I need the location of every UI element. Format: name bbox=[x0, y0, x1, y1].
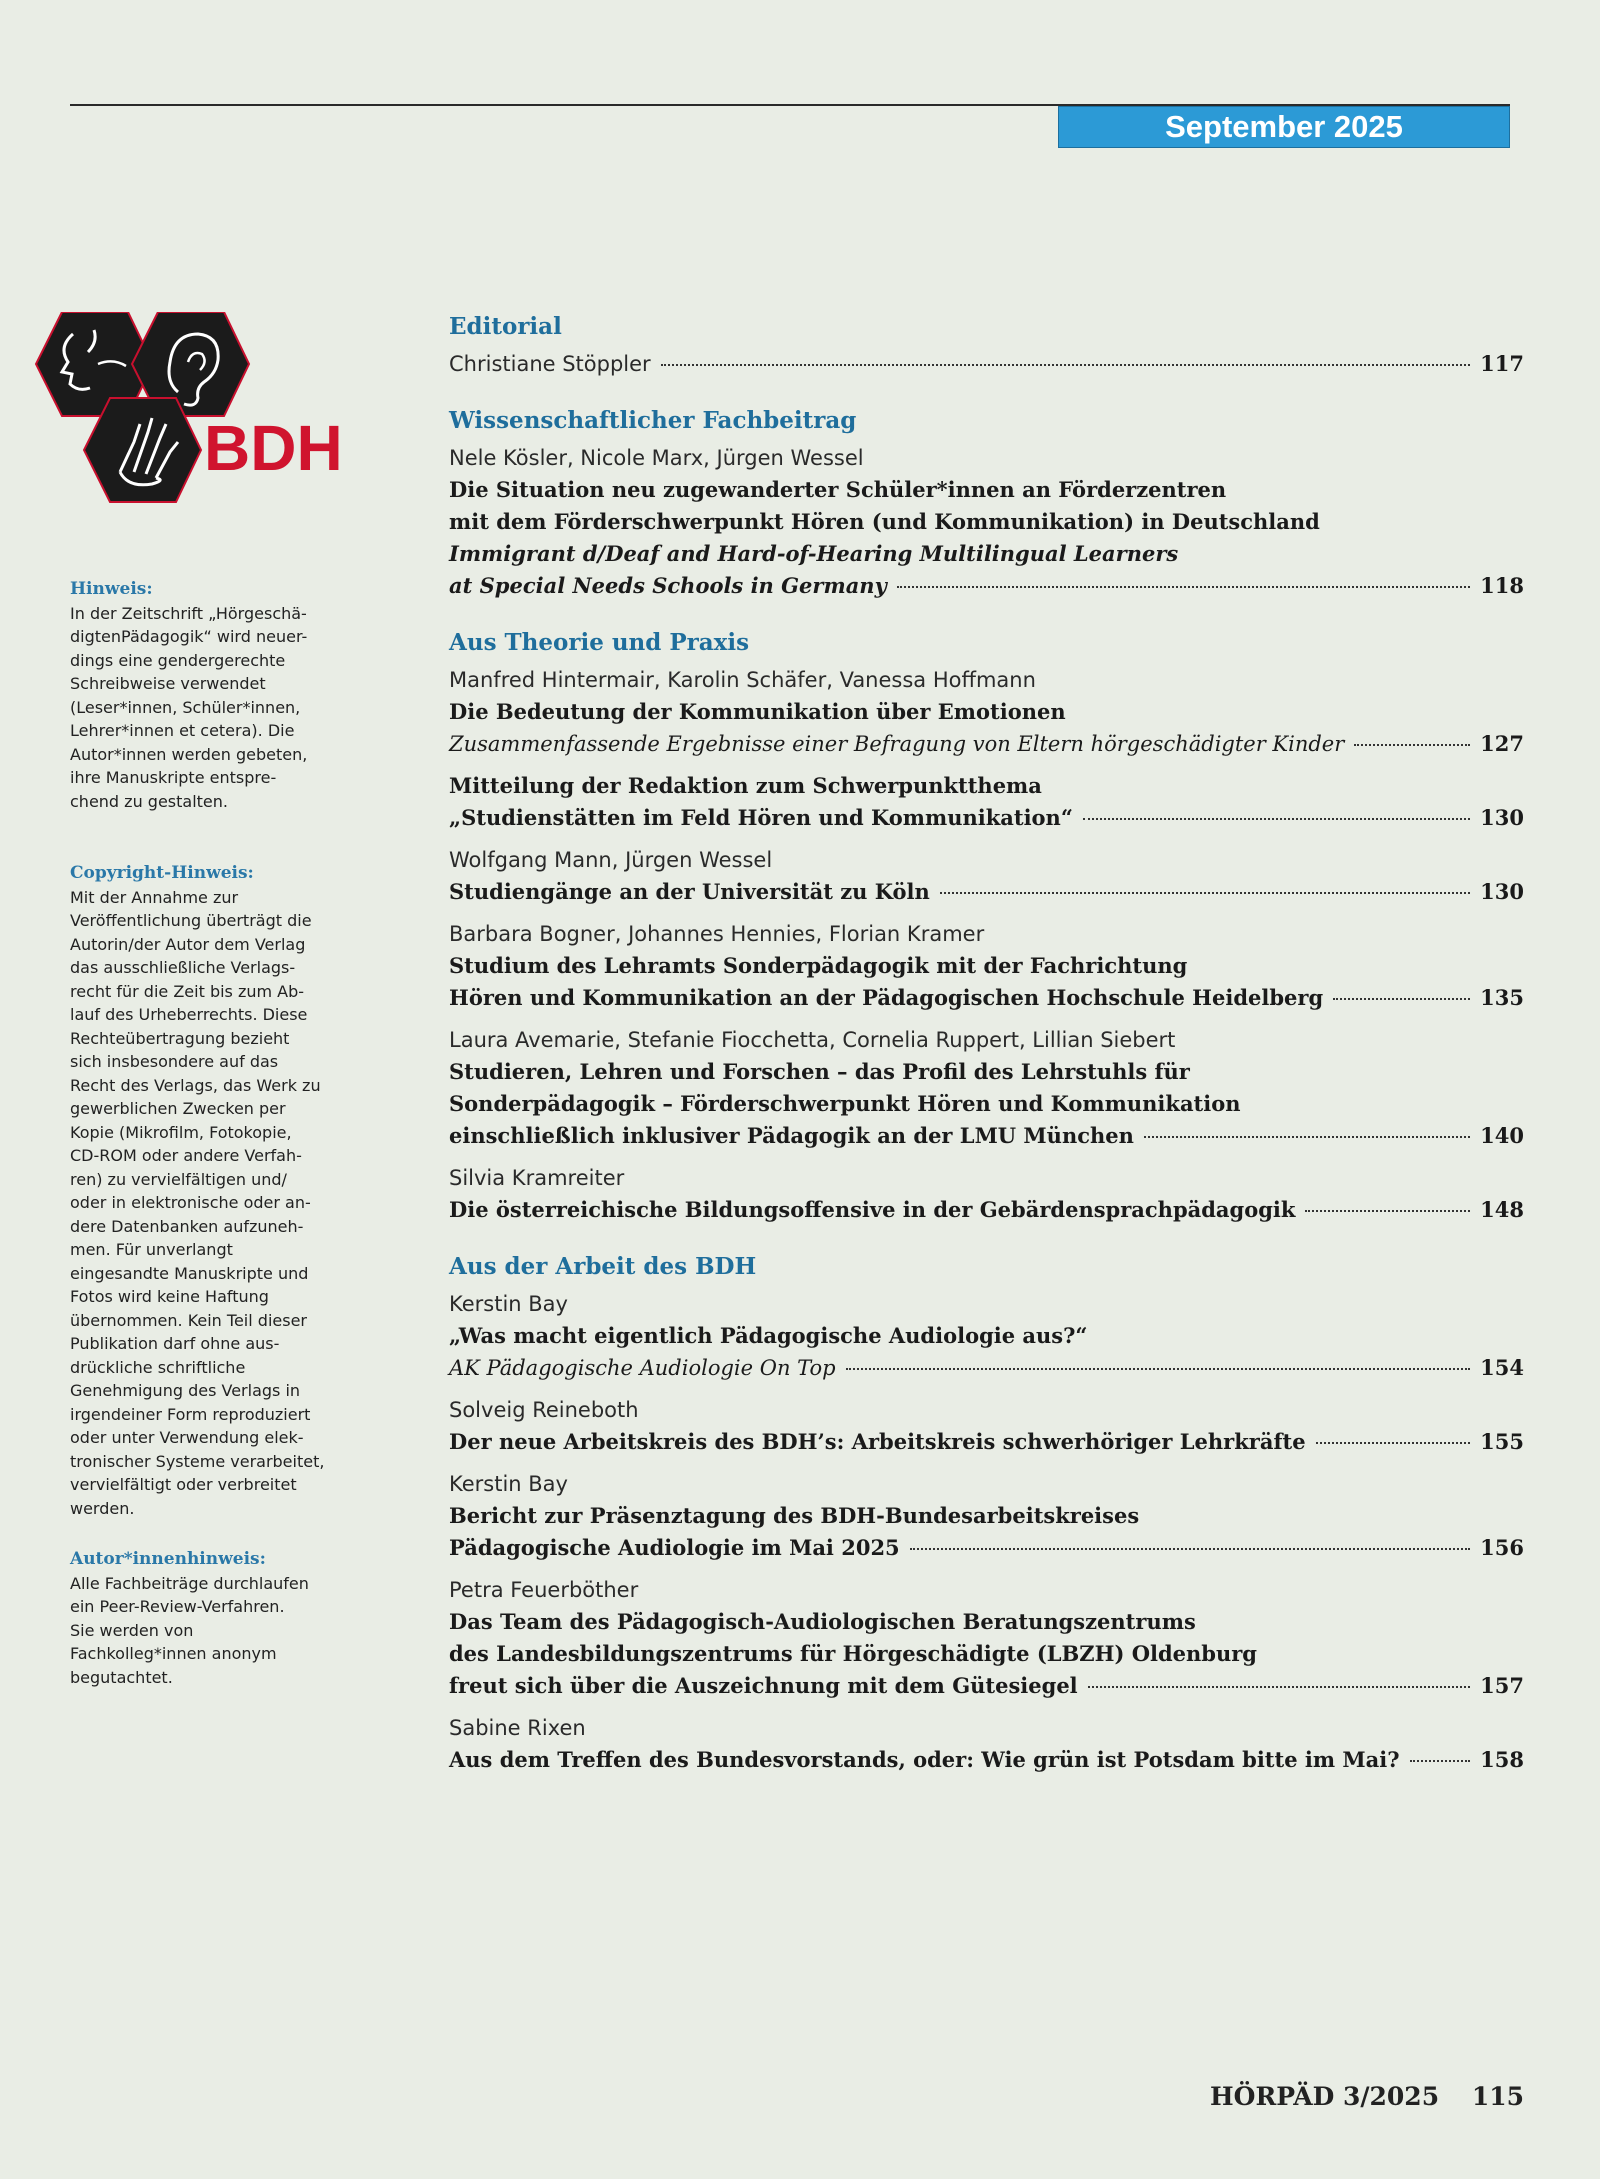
entry-title-line: Das Team des Pädagogisch-Audiologischen Beratungszentrums bbox=[449, 1609, 1196, 1634]
page-number: 115 bbox=[1471, 2082, 1524, 2111]
entry-page-number: 118 bbox=[1480, 573, 1524, 598]
entry-lead-text: AK Pädagogische Audiologie On Top bbox=[449, 1356, 836, 1380]
dot-leader bbox=[1410, 1760, 1470, 1762]
entry-title-line: Studieren, Lehren und Forschen – das Profil des Lehrstuhls für bbox=[449, 1059, 1190, 1084]
entry-author: Kerstin Bay bbox=[449, 1472, 568, 1496]
logo-text: BDH bbox=[204, 412, 343, 484]
toc-section-heading: Wissenschaftlicher Fachbeitrag bbox=[449, 407, 857, 434]
dot-leader bbox=[1083, 818, 1470, 820]
dot-leader bbox=[910, 1548, 1470, 1550]
entry-lead-text: freut sich über die Auszeichnung mit dem Gütesiegel bbox=[449, 1673, 1078, 1698]
toc-entry[interactable] bbox=[449, 918, 1524, 1014]
sidebar-note-hinweis bbox=[70, 578, 340, 813]
toc-entry[interactable] bbox=[449, 1574, 1524, 1702]
dot-leader bbox=[1144, 1136, 1470, 1138]
entry-page-row bbox=[449, 876, 1524, 908]
entry-author: Petra Feuerböther bbox=[449, 1578, 639, 1602]
dot-leader bbox=[1316, 1442, 1470, 1444]
entry-title-line: Bericht zur Präsenztagung des BDH-Bundesarbeitskreises bbox=[449, 1503, 1140, 1528]
entry-author: Solveig Reineboth bbox=[449, 1398, 639, 1422]
toc-section-heading: Aus Theorie und Praxis bbox=[449, 629, 750, 656]
entry-title-line: Die Situation neu zugewanderter Schüler*innen an Förderzentren bbox=[449, 477, 1227, 502]
entry-lead-text: Die österreichische Bildungsoffensive in der Gebärdensprachpädagogik bbox=[449, 1197, 1296, 1222]
entry-page-number: 148 bbox=[1480, 1197, 1524, 1222]
entry-title-line: Die Bedeutung der Kommunikation über Emotionen bbox=[449, 699, 1066, 724]
dot-leader bbox=[661, 364, 1470, 366]
entry-lead-text: Christiane Stöppler bbox=[449, 352, 651, 376]
entry-page-row bbox=[449, 1194, 1524, 1226]
toc-entry[interactable] bbox=[449, 1468, 1524, 1564]
dot-leader bbox=[940, 892, 1470, 894]
note-heading: Autor*innenhinweis: bbox=[70, 1549, 266, 1569]
note-heading: Copyright-Hinweis: bbox=[70, 863, 254, 883]
entry-page-row bbox=[449, 1670, 1524, 1702]
entry-page-row bbox=[449, 1532, 1524, 1564]
journal-issue: HÖRPÄD 3/2025 bbox=[1210, 2082, 1440, 2111]
sidebar-note-copyright bbox=[70, 862, 340, 1520]
entry-page-row bbox=[449, 570, 1524, 602]
toc-entry[interactable] bbox=[449, 844, 1524, 908]
entry-lead-text: Studiengänge an der Universität zu Köln bbox=[449, 879, 930, 904]
entry-lead-text: einschließlich inklusiver Pädagogik an der LMU München bbox=[449, 1123, 1134, 1148]
table-of-contents bbox=[449, 310, 1524, 1776]
entry-page-number: 130 bbox=[1480, 805, 1524, 830]
entry-lead-text: Aus dem Treffen des Bundesvorstands, oder: Wie grün ist Potsdam bitte im Mai? bbox=[449, 1747, 1400, 1772]
toc-entry[interactable] bbox=[449, 1162, 1524, 1226]
entry-author: Silvia Kramreiter bbox=[449, 1166, 625, 1190]
entry-author: Barbara Bogner, Johannes Hennies, Florian Kramer bbox=[449, 922, 985, 946]
entry-page-number: 154 bbox=[1480, 1355, 1524, 1380]
entry-page-row bbox=[449, 1352, 1524, 1384]
dot-leader bbox=[1354, 744, 1470, 746]
entry-page-row bbox=[449, 1120, 1524, 1152]
toc-entry[interactable] bbox=[449, 1712, 1524, 1776]
toc-entry[interactable] bbox=[449, 1288, 1524, 1384]
toc-entry[interactable] bbox=[449, 664, 1524, 760]
entry-lead-text: Hören und Kommunikation an der Pädagogischen Hochschule Heidelberg bbox=[449, 985, 1324, 1010]
toc-section-heading: Editorial bbox=[449, 313, 562, 340]
toc-section-heading: Aus der Arbeit des BDH bbox=[449, 1253, 757, 1280]
entry-page-number: 156 bbox=[1480, 1535, 1524, 1560]
toc-entry[interactable] bbox=[449, 442, 1524, 602]
entry-page-row bbox=[449, 802, 1524, 834]
note-text: Mit der Annahme zur Veröffentlichung überträgt die Autorin/der Autor dem Verlag das ausschließliche Verlags- recht für die Zeit bis zum Ab- lauf des Urheberrechts. Diese Rechteübertragung bezieht sich insbesondere auf das Recht des Verlags, das Werk zu gewerblichen Zwecken per Kopie (Mikrofilm, Fotokopie, CD-ROM oder andere Verfah- ren) zu vervielfältigen und/ oder in elektronische oder an- dere Datenbanken aufzuneh- men. Für unverlangt eingesandte Manuskripte und Fotos wird keine Haftung übernommen. Kein Teil dieser Publikation darf ohne aus- drückliche schriftliche Genehmigung des Verlags in irgendeiner Form reproduziert oder unter Verwendung elek- tronischer Systeme verarbeitet, vervielfältigt oder verbreitet werden. bbox=[70, 887, 325, 1518]
entry-page-number: 135 bbox=[1480, 985, 1524, 1010]
entry-author: Kerstin Bay bbox=[449, 1292, 568, 1316]
toc-entry[interactable] bbox=[449, 1394, 1524, 1458]
entry-page-row bbox=[449, 348, 1524, 380]
entry-title-line: des Landesbildungszentrums für Hörgeschädigte (LBZH) Oldenburg bbox=[449, 1641, 1257, 1666]
entry-author: Wolfgang Mann, Jürgen Wessel bbox=[449, 848, 773, 872]
entry-author: Sabine Rixen bbox=[449, 1716, 586, 1740]
issue-date-badge: September 2025 bbox=[1058, 106, 1510, 148]
entry-title-line: Immigrant d/Deaf and Hard-of-Hearing Multilingual Learners bbox=[449, 541, 1179, 566]
entry-title-line: Mitteilung der Redaktion zum Schwerpunktthema bbox=[449, 773, 1042, 798]
entry-title-line: „Was macht eigentlich Pädagogische Audiologie aus?“ bbox=[449, 1323, 1088, 1348]
entry-page-number: 158 bbox=[1480, 1747, 1524, 1772]
entry-page-number: 140 bbox=[1480, 1123, 1524, 1148]
entry-page-row bbox=[449, 1744, 1524, 1776]
toc-entry[interactable] bbox=[449, 770, 1524, 834]
entry-page-number: 130 bbox=[1480, 879, 1524, 904]
entry-page-row bbox=[449, 982, 1524, 1014]
note-heading: Hinweis: bbox=[70, 579, 153, 599]
toc-entry[interactable] bbox=[449, 1024, 1524, 1152]
entry-lead-text: Pädagogische Audiologie im Mai 2025 bbox=[449, 1535, 900, 1560]
dot-leader bbox=[897, 586, 1470, 588]
note-text: In der Zeitschrift „Hörgeschä- digtenPädagogik“ wird neuer- dings eine gendergerechte Schreibweise verwendet (Leser*innen, Schüler*innen, Lehrer*innen et cetera). Die Autor*innen werden gebeten, ihre Manuskripte entspre- chend zu gestalten. bbox=[70, 603, 308, 811]
dot-leader bbox=[1088, 1686, 1470, 1688]
entry-author: Laura Avemarie, Stefanie Fiocchetta, Cornelia Ruppert, Lillian Siebert bbox=[449, 1028, 1176, 1052]
entry-title-line: mit dem Förderschwerpunkt Hören (und Kommunikation) in Deutschland bbox=[449, 509, 1320, 534]
entry-lead-text: at Special Needs Schools in Germany bbox=[449, 573, 887, 598]
entry-lead-text: Zusammenfassende Ergebnisse einer Befragung von Eltern hörgeschädigter Kinder bbox=[449, 732, 1345, 756]
entry-author: Nele Kösler, Nicole Marx, Jürgen Wessel bbox=[449, 446, 864, 470]
entry-title-line: Studium des Lehramts Sonderpädagogik mit der Fachrichtung bbox=[449, 953, 1188, 978]
page-footer bbox=[1186, 2082, 1524, 2111]
entry-lead-text: Der neue Arbeitskreis des BDH’s: Arbeitskreis schwerhöriger Lehrkräfte bbox=[449, 1429, 1306, 1454]
entry-page-row bbox=[449, 1426, 1524, 1458]
dot-leader bbox=[1333, 998, 1470, 1000]
entry-page-number: 127 bbox=[1480, 731, 1524, 756]
dot-leader bbox=[846, 1368, 1470, 1370]
entry-page-number: 155 bbox=[1480, 1429, 1524, 1454]
toc-entry[interactable] bbox=[449, 348, 1524, 380]
entry-title-line: Sonderpädagogik – Förderschwerpunkt Hören und Kommunikation bbox=[449, 1091, 1241, 1116]
entry-page-number: 157 bbox=[1480, 1673, 1524, 1698]
entry-author: Manfred Hintermair, Karolin Schäfer, Vanessa Hoffmann bbox=[449, 668, 1036, 692]
entry-page-row bbox=[449, 728, 1524, 760]
bdh-logo bbox=[28, 312, 368, 512]
note-text: Alle Fachbeiträge durchlaufen ein Peer-Review-Verfahren. Sie werden von Fachkolleg*innen anonym begutachtet. bbox=[70, 1573, 309, 1687]
sidebar-note-authors bbox=[70, 1548, 340, 1689]
entry-page-number: 117 bbox=[1480, 351, 1524, 376]
entry-lead-text: „Studienstätten im Feld Hören und Kommunikation“ bbox=[449, 805, 1073, 830]
dot-leader bbox=[1305, 1210, 1470, 1212]
